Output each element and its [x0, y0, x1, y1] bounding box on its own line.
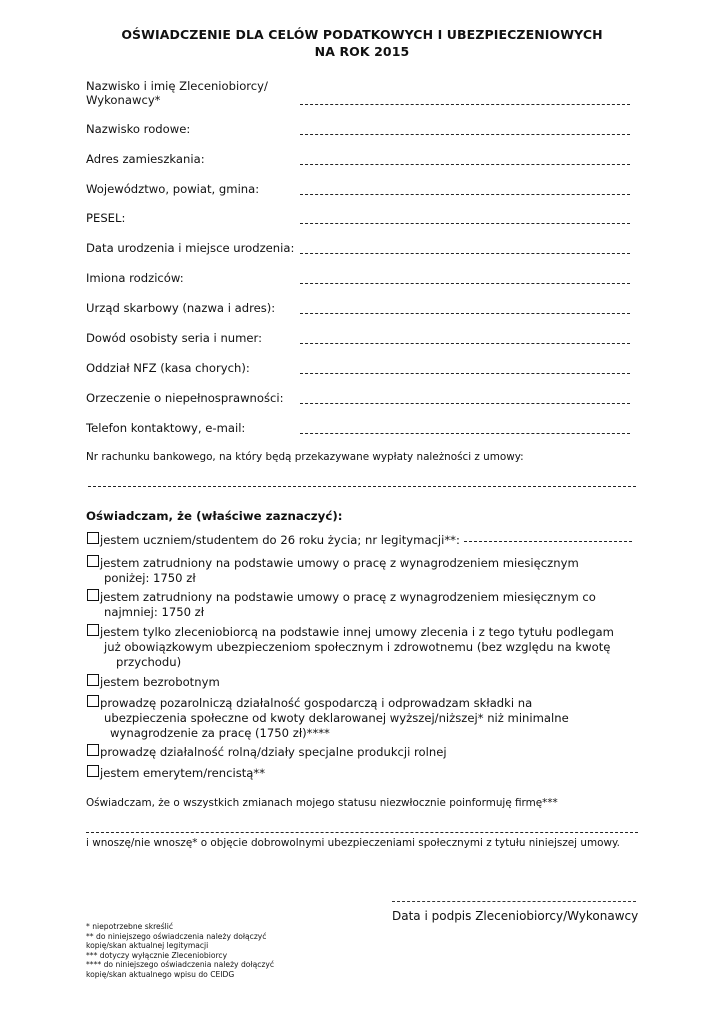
footnote: kopię/skan aktualnej legitymacji	[86, 941, 209, 951]
checkbox[interactable]	[87, 674, 99, 686]
option-text-cont: przychodu)	[116, 655, 182, 670]
field-label: Data urodzenia i miejsce urodzenia:	[86, 241, 295, 255]
option-text-cont: poniżej: 1750 zł	[104, 571, 196, 586]
fill-in-line[interactable]	[300, 104, 630, 105]
fill-in-line[interactable]	[300, 433, 630, 434]
field-label: Imiona rodziców:	[86, 271, 184, 285]
footnote: *** dotyczy wyłącznie Zleceniobiorcy	[86, 950, 228, 960]
fill-in-line[interactable]	[300, 164, 630, 165]
field-label: Telefon kontaktowy, e-mail:	[86, 421, 246, 435]
signature-line[interactable]	[392, 901, 636, 902]
option-employed-below	[86, 556, 642, 586]
field-label: Oddział NFZ (kasa chorych):	[86, 361, 250, 375]
footnote: kopię/skan aktualnego wpisu do CEIDG	[86, 969, 235, 979]
field-label: Orzeczenie o niepełnosprawności:	[86, 391, 284, 405]
fill-in-line[interactable]	[300, 134, 630, 135]
field-label-cont: Wykonawcy*	[86, 93, 161, 107]
bank-account-label: Nr rachunku bankowego, na który będą przekazywane wypłaty należności z umowy:	[86, 451, 524, 463]
field-label: Nazwisko rodowe:	[86, 122, 191, 136]
fill-in-line[interactable]	[464, 541, 632, 542]
option-agriculture	[86, 745, 642, 760]
document-title-year: NA ROK 2015	[314, 44, 410, 59]
option-other-contract	[86, 625, 642, 671]
fill-in-line[interactable]	[300, 283, 630, 284]
option-text: jestem tylko zleceniobiorcą na podstawie innej umowy zlecenia i z tego tytułu podlegam	[100, 625, 614, 639]
option-text: jestem emerytem/rencistą**	[100, 766, 265, 780]
field-label: Dowód osobisty seria i numer:	[86, 331, 263, 345]
checkbox[interactable]	[87, 695, 99, 707]
fill-in-line[interactable]	[300, 403, 630, 404]
field-label: Urząd skarbowy (nazwa i adres):	[86, 301, 276, 315]
fill-in-line[interactable]	[300, 194, 630, 195]
checkbox[interactable]	[87, 624, 99, 636]
checkbox[interactable]	[87, 555, 99, 567]
option-text-cont: wynagrodzenie za pracę (1750 zł)****	[110, 726, 330, 741]
fill-in-line[interactable]	[300, 373, 630, 374]
field-label: Województwo, powiat, gmina:	[86, 182, 260, 196]
document-title: OŚWIADCZENIE DLA CELÓW PODATKOWYCH I UBEZPIECZENIOWYCH	[121, 27, 603, 42]
option-text: jestem zatrudniony na podstawie umowy o pracę z wynagrodzeniem miesięcznym co	[100, 590, 596, 604]
field-label: Nazwisko i imię Zleceniobiorcy/	[86, 79, 268, 93]
footnote: * niepotrzebne skreślić	[86, 922, 174, 931]
option-text-cont: najmniej: 1750 zł	[104, 605, 205, 620]
checkbox[interactable]	[87, 532, 99, 544]
checkbox[interactable]	[87, 765, 99, 777]
option-student	[86, 533, 642, 548]
checkbox[interactable]	[87, 744, 99, 756]
voluntary-insurance-statement: i wnoszę/nie wnoszę* o objęcie dobrowolnymi ubezpieczeniami społecznymi z tytułu niniejszej umowy.	[86, 837, 620, 849]
footnote: **** do niniejszego oświadczenia należy dołączyć	[86, 960, 275, 970]
option-business	[86, 696, 642, 742]
fill-in-line[interactable]	[300, 313, 630, 314]
checkbox[interactable]	[87, 589, 99, 601]
fill-in-line[interactable]	[300, 223, 630, 224]
field-label: PESEL:	[86, 211, 126, 225]
option-text-cont: ubezpieczenia społeczne od kwoty deklarowanej wyższej/niższej* niż minimalne	[104, 711, 569, 726]
bank-account-line[interactable]	[88, 486, 636, 487]
field-label: Adres zamieszkania:	[86, 152, 205, 166]
option-text: jestem zatrudniony na podstawie umowy o pracę z wynagrodzeniem miesięcznym	[100, 556, 579, 570]
status-change-statement: Oświadczam, że o wszystkich zmianach mojego statusu niezwłocznie poinformuję firmę***	[86, 797, 558, 809]
option-text-cont: już obowiązkowym ubezpieczeniom społecznym i zdrowotnemu (bez względu na kwotę	[104, 640, 611, 655]
option-text: jestem bezrobotnym	[100, 675, 220, 689]
fill-in-line[interactable]	[300, 343, 630, 344]
footnote: ** do niniejszego oświadczenia należy dołączyć	[86, 931, 267, 941]
declaration-heading: Oświadczam, że (właściwe zaznaczyć):	[86, 509, 343, 523]
option-pensioner	[86, 766, 642, 781]
statement-line[interactable]	[86, 832, 638, 833]
footnotes	[86, 922, 296, 980]
fill-in-line[interactable]	[300, 253, 630, 254]
signature-label: Data i podpis Zleceniobiorcy/Wykonawcy	[392, 909, 639, 923]
option-text: jestem uczniem/studentem do 26 roku życia; nr legitymacji**:	[100, 533, 460, 547]
option-unemployed	[86, 675, 642, 690]
option-text: prowadzę działalność rolną/działy specjalne produkcji rolnej	[100, 745, 447, 759]
option-text: prowadzę pozarolniczą działalność gospodarczą i odprowadzam składki na	[100, 696, 533, 710]
option-employed-atleast	[86, 590, 642, 620]
